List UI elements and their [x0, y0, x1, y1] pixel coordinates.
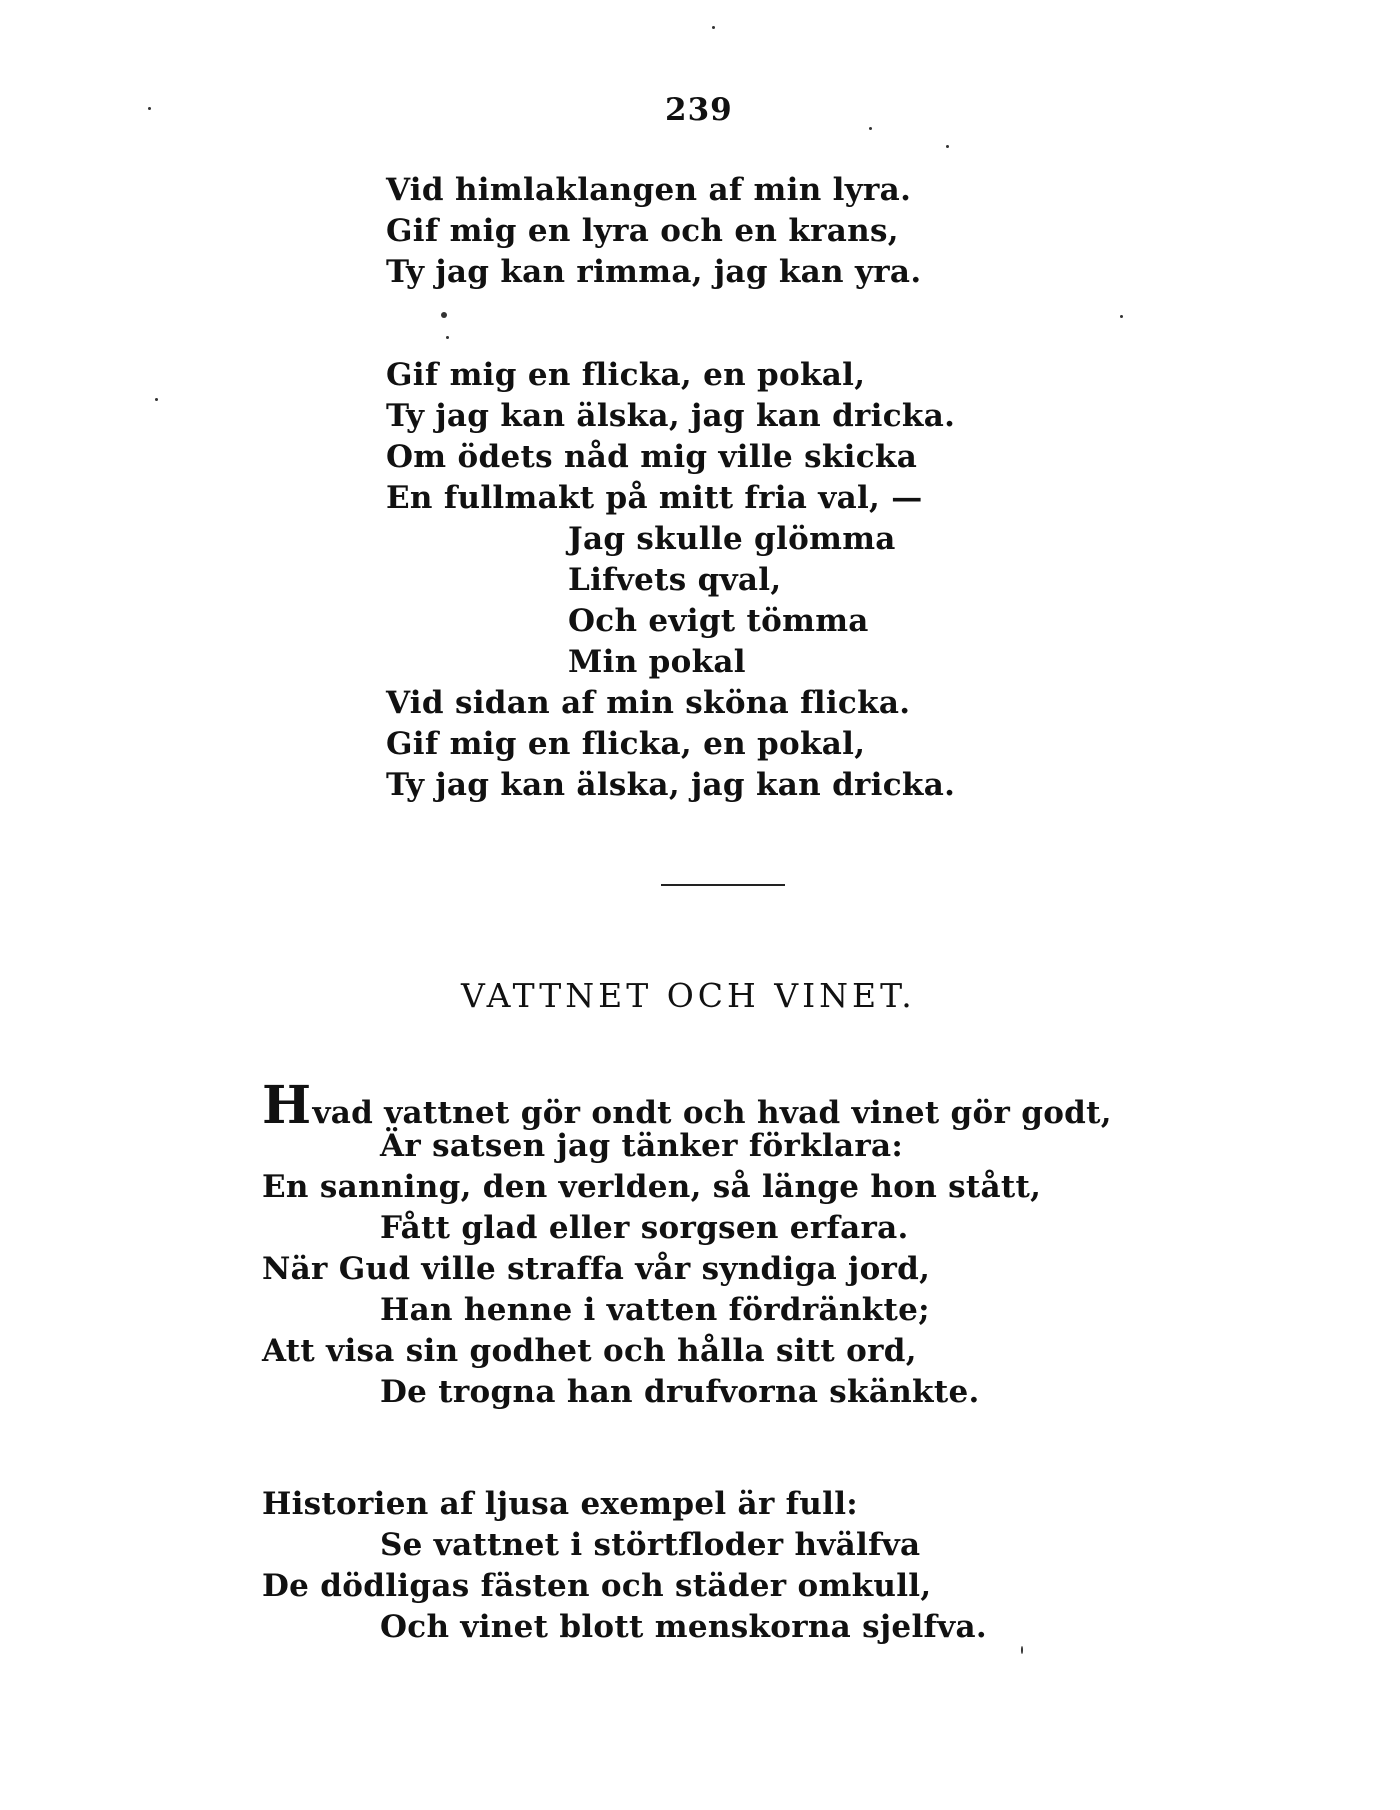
verse-line: De dödligas fästen och städer omkull, [262, 1568, 932, 1604]
verse-line-first [262, 1075, 1112, 1136]
verse-line-indented: Och evigt tömma [568, 603, 869, 639]
verse-line-indented: Och vinet blott menskorna sjelfva. [380, 1609, 987, 1645]
verse-line: Ty jag kan rimma, jag kan yra. [386, 254, 922, 290]
section-divider [661, 884, 785, 886]
scan-speck [446, 336, 449, 339]
scan-speck [148, 107, 151, 110]
verse-line: En sanning, den verlden, så länge hon stått, [262, 1169, 1042, 1205]
verse-line: Ty jag kan älska, jag kan dricka. [386, 767, 956, 803]
scan-speck [869, 127, 872, 130]
scan-speck [155, 398, 158, 401]
verse-line: Ty jag kan älska, jag kan dricka. [386, 398, 956, 434]
verse-line-first-text: vad vattnet gör ondt och hvad vinet gör godt, [312, 1095, 1112, 1131]
verse-line-indented: Min pokal [568, 644, 746, 680]
verse-line: Historien af ljusa exempel är full: [262, 1486, 859, 1522]
stanza-vattnet [262, 1075, 1112, 1413]
verse-line: Gif mig en flicka, en pokal, [386, 357, 866, 393]
verse-line: En fullmakt på mitt fria val, — [386, 480, 923, 516]
verse-line: Att visa sin godhet och hålla sitt ord, [262, 1333, 917, 1369]
verse-line: Vid sidan af min sköna flicka. [386, 685, 911, 721]
stanza-continuation [386, 170, 921, 293]
verse-line-indented: Jag skulle glömma [568, 521, 896, 557]
verse-line-indented: De trogna han drufvorna skänkte. [380, 1374, 980, 1410]
verse-line-indented: Fått glad eller sorgsen erfara. [380, 1210, 909, 1246]
stanza-pokal [386, 355, 955, 806]
verse-line-indented: Se vattnet i störtfloder hvälfva [380, 1527, 921, 1563]
scan-speck [712, 26, 715, 29]
verse-line-indented: Lifvets qval, [568, 562, 782, 598]
verse-line: När Gud ville straffa vår syndiga jord, [262, 1251, 931, 1287]
poem-title: VATTNET OCH VINET. [461, 976, 916, 1015]
drop-cap: H [262, 1075, 312, 1136]
page-number: 239 [665, 92, 733, 128]
verse-line-indented: Han henne i vatten fördränkte; [380, 1292, 930, 1328]
verse-line: Om ödets nåd mig ville skicka [386, 439, 918, 475]
verse-line: Vid himlaklangen af min lyra. [386, 172, 912, 208]
scan-speck [946, 145, 949, 148]
scan-speck [1120, 315, 1123, 318]
verse-line: Gif mig en flicka, en pokal, [386, 726, 866, 762]
scan-speck [1021, 1646, 1023, 1654]
stanza-historien [262, 1484, 987, 1648]
scan-speck [441, 312, 447, 318]
verse-line-indented: Är satsen jag tänker förklara: [380, 1128, 904, 1164]
verse-line: Gif mig en lyra och en krans, [386, 213, 899, 249]
